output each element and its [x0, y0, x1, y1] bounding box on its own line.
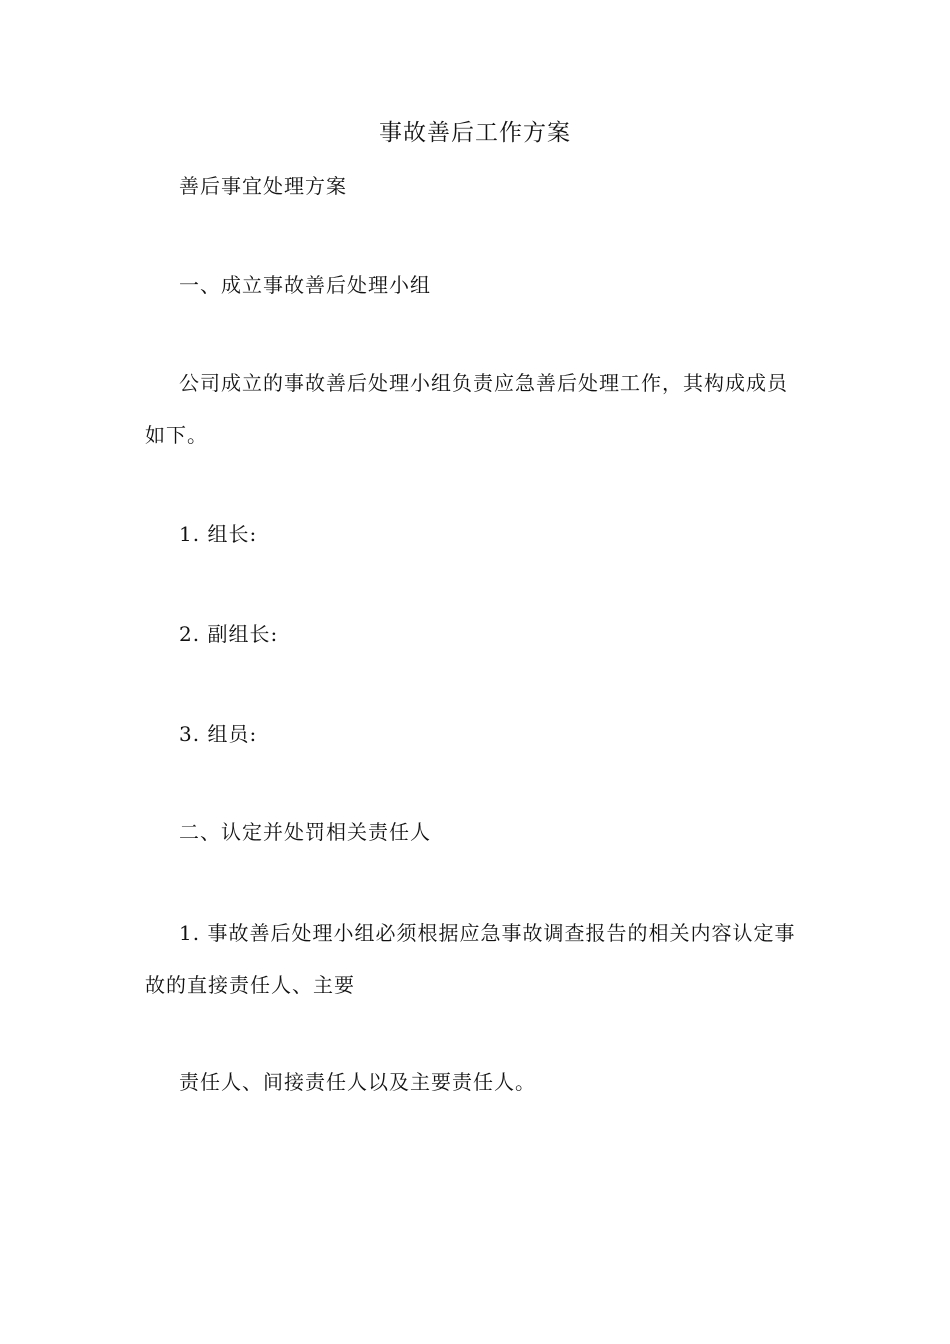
paragraph-team-members: 3. 组员:: [179, 722, 258, 746]
paragraph-section-two-heading: 二、认定并处罚相关责任人: [179, 820, 431, 844]
paragraph-team-members-intro: 公司成立的事故善后处理小组负责应急善后处理工作，其构成成员如下。: [145, 371, 788, 447]
paragraph-section-one-heading: 一、成立事故善后处理小组: [179, 273, 431, 297]
paragraph-deputy-leader: 2. 副组长:: [179, 622, 279, 646]
paragraph-responsibility-determination: 1. 事故善后处理小组必须根据应急事故调查报告的相关内容认定事故的直接责任人、主要: [145, 921, 796, 997]
document-title: 事故善后工作方案: [379, 120, 571, 146]
paragraph-plan-subtitle: 善后事宜处理方案: [179, 174, 347, 198]
paragraph-responsible-persons: 责任人、间接责任人以及主要责任人。: [179, 1070, 536, 1094]
paragraph-team-leader: 1. 组长:: [179, 522, 258, 546]
